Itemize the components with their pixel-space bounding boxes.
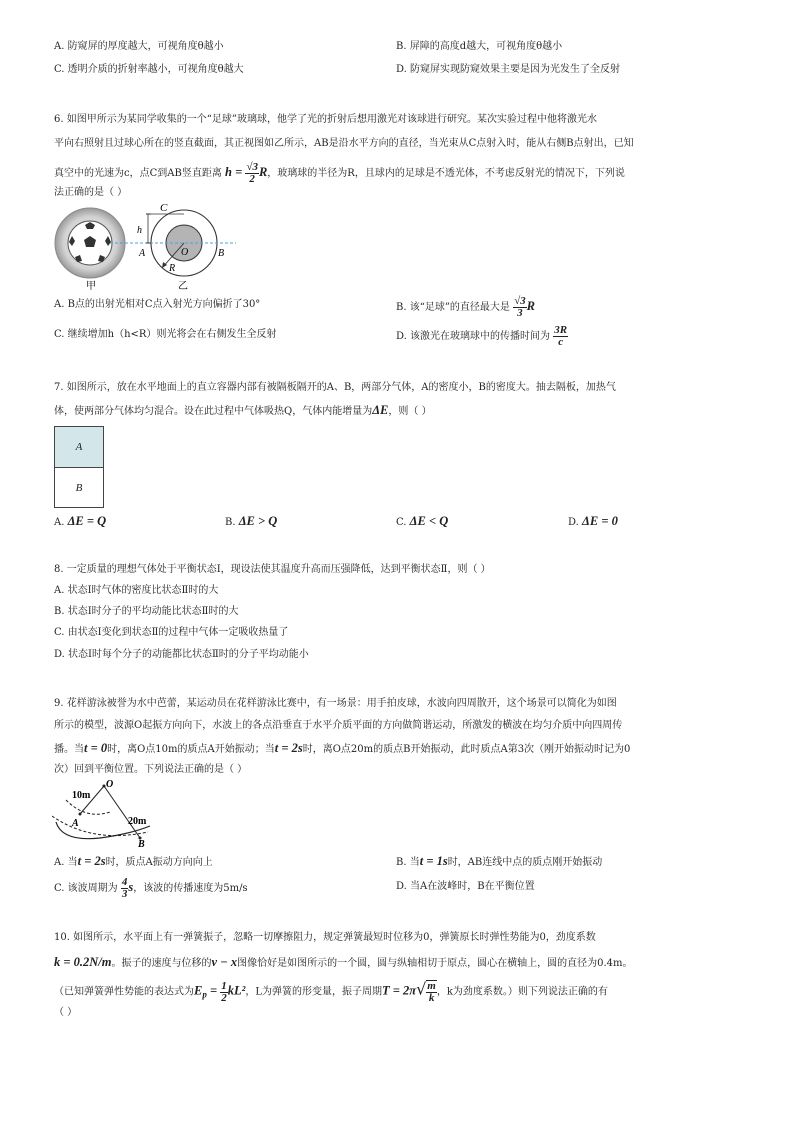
label-20m: 20m [128,816,147,827]
q10-stem-line2: k = 0.2N/m。振子的速度与位移的v − x图像恰好是如图所示的一个圆，圆与纵轴相切于原点，圆心在横轴上，圆的直径为0.4m。 [54,955,633,969]
label-a: A [72,818,79,829]
q9-option-c[interactable]: C. 该波周期为 $\frac{4}{3}$ s，该波的传播速度为5m/s [54,876,248,900]
q8-option-c[interactable]: C. 由状态Ⅰ变化到状态Ⅱ的过程中气体一定吸收热量了 [54,627,289,638]
q5-option-c[interactable]: C. 透明介质的折射率越小，可视角度θ越大 [54,64,244,75]
label-o: O [106,779,114,790]
q8-stem: 8. 一定质量的理想气体处于平衡状态Ⅰ，现设法使其温度升高而压强降低，达到平衡状态Ⅱ，则（ ） [54,564,491,575]
q7-option-d[interactable]: D. ΔE = 0 [568,514,618,528]
q7-stem-line1: 7. 如图所示，放在水平地面上的直立容器内部有被隔板隔开的A、B，两部分气体，A的密度小，B的密度大。抽去隔板，加热气 [54,382,616,393]
label-10m: 10m [72,790,91,801]
label-a: A [139,248,146,259]
q7-option-b[interactable]: B. ΔE > Q [225,514,278,528]
q6-option-a[interactable]: A. B点的出射光相对C点入射光方向偏折了30° [54,299,261,310]
q6-option-d[interactable]: D. 该激光在玻璃球中的传播时间为 $\frac{3R}{c}$ [396,324,568,348]
q5-option-d[interactable]: D. 防窥屏实现防窥效果主要是因为光发生了全反射 [396,64,621,75]
label-o: O [181,247,189,258]
q6-option-b[interactable]: B. 该“足球”的直径最大是 $\frac{√3}{3}$ R [396,295,536,319]
q8-option-b[interactable]: B. 状态Ⅰ时分子的平均动能比状态Ⅱ时的大 [54,606,239,617]
q6-stem-line3: 真空中的光速为c，点C到AB竖直距离 h = $\frac{√3}{2}$ R，玻璃球的半径为R，且球内的足球是不透光体，不考虑反射光的情况下，下列说 [54,161,625,185]
q7-stem-line2: 体，使两部分气体均匀混合。设在此过程中气体吸热Q，气体内能增量为ΔE，则（ ） [54,403,432,417]
h-formula: h = [225,165,243,179]
q9-option-d[interactable]: D. 当A在波峰时，B在平衡位置 [396,881,535,892]
q9-stem-line1: 9. 花样游泳被誉为水中芭蕾，某运动员在花样游泳比赛中，有一场景：用手拍皮球，水波向四周散开，这个场景可以简化为如图 [54,698,617,709]
sqrt3-over-2: $\frac{√3}{2}$ [246,161,258,185]
soccer-glass-ball-image [55,208,125,278]
q10-stem-line1: 10. 如图所示，水平面上有一弹簧振子，忽略一切摩擦阻力，规定弹簧最短时位移为0，弹簧原长时弹性势能为0，劲度系数 [54,932,596,943]
q8-option-d[interactable]: D. 状态Ⅰ时每个分子的动能都比状态Ⅱ时的分子平均动能小 [54,649,309,660]
q8-option-a[interactable]: A. 状态Ⅰ时气体的密度比状态Ⅱ时的大 [54,585,219,596]
q9-stem-line2: 所示的模型，波源O起振方向向下，水波上的各点沿垂直于水平介质平面的方向做简谐运动，所激发的横波在均匀介质中向四周传 [54,720,623,731]
q7-option-c[interactable]: C. ΔE < Q [396,514,449,528]
q5-option-b[interactable]: B. 屏障的高度d越大，可视角度θ越小 [396,41,563,52]
q6-stem-line2: 平向右照射且过球心所在的竖直截面，其正视图如乙所示，AB是沿水平方向的直径，当光束从C点射入时，能从右侧B点射出，已知 [54,138,634,149]
label-c: C [160,202,168,214]
q6-stem-line1: 6. 如图甲所示为某同学收集的一个“足球”玻璃球，他学了光的折射后想用激光对该球进行研究。某次实验过程中他将激光水 [54,114,597,125]
label-b: B [138,839,145,848]
figure-label-jia: 甲 [86,281,96,292]
q5-option-a[interactable]: A. 防窥屏的厚度越大，可视角度θ越小 [54,41,224,52]
q10-stem-line3: （已知弹簧弹性势能的表达式为$E_p$ = $\frac{1}{2}$ kL²，L为弹簧的形变量，振子周期T = 2π√ $\frac{m}{k}$ ，k为劲度系数。）则下列说法正确的有 [54,979,608,1004]
container-diagram [54,426,104,508]
gas-b-region: B [75,481,83,494]
q6-option-c[interactable]: C. 继续增加h（h<R）则光将会在右侧发生全反射 [54,329,277,340]
q6-stem-line4: 法正确的是（ ） [54,187,128,198]
q10-stem-line4: （ ） [54,1007,78,1018]
q9-option-b[interactable]: B. 当t = 1s时，AB连线中点的质点刚开始振动 [396,854,603,868]
gas-a-region: A [55,427,103,468]
q9-option-a[interactable]: A. 当t = 2s时，质点A振动方向向上 [54,854,213,868]
figure-label-yi: 乙 [178,281,188,292]
cross-section-diagram [110,202,236,276]
q9-wave-figure [52,778,162,848]
label-r: R [169,263,176,274]
q9-stem-line4: 次）回到平衡位置。下列说法正确的是（ ） [54,764,248,775]
q7-option-a[interactable]: A. ΔE = Q [54,514,107,528]
label-h: h [137,225,142,236]
q9-stem-line3: 播。当t = 0时，离O点10m的质点A开始振动；当t = 2s时，离O点20m的质点B开始振动，此时质点A第3次（刚开始振动时记为0 [54,741,631,755]
q6-figure [50,200,240,292]
label-b: B [218,248,225,259]
